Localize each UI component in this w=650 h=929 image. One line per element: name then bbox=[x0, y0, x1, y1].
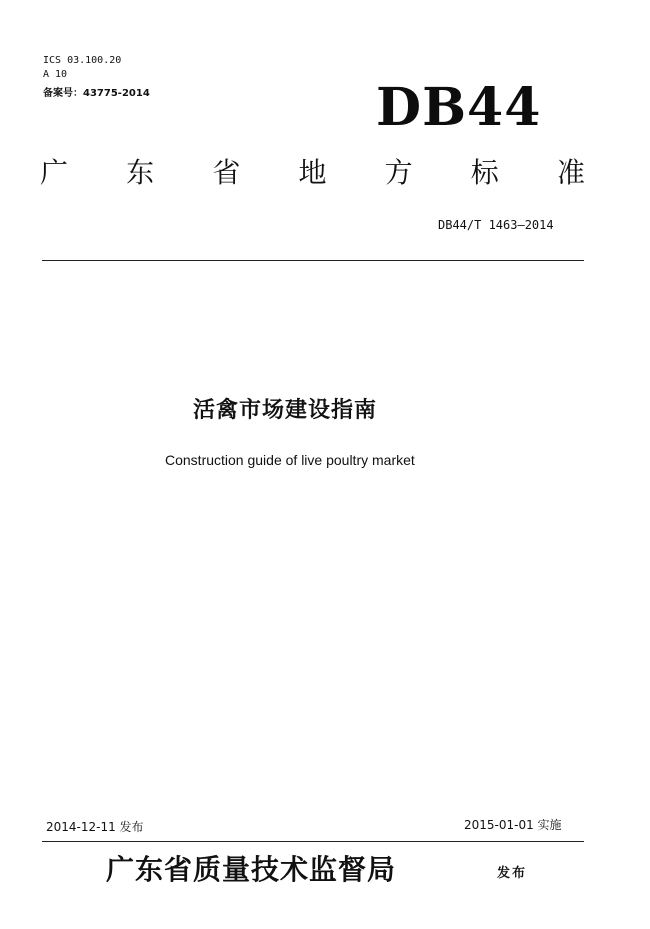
issue-date: 2014-12-11 发布 bbox=[46, 820, 144, 834]
document-title-chinese: 活禽市场建设指南 bbox=[193, 398, 378, 423]
standard-type-char: 标 bbox=[470, 156, 499, 189]
issuing-authority: 广东省质量技术监督局 bbox=[106, 853, 397, 886]
top-divider bbox=[42, 260, 584, 261]
standard-type-char: 省 bbox=[212, 156, 241, 189]
classification-code: A 10 bbox=[43, 69, 68, 80]
standard-type-char: 准 bbox=[556, 156, 585, 189]
standard-type-char: 广 bbox=[40, 156, 69, 189]
record-number: 备案号：43775-2014 bbox=[43, 88, 150, 99]
standard-code-logo: DB44 bbox=[376, 77, 542, 138]
implementation-date: 2015-01-01 实施 bbox=[464, 818, 562, 832]
standard-type-heading bbox=[40, 155, 585, 191]
issue-label: 发布 bbox=[497, 866, 528, 881]
bottom-divider bbox=[42, 841, 584, 842]
ics-code: ICS 03.100.20 bbox=[43, 55, 122, 66]
standard-number: DB44/T 1463—2014 bbox=[438, 218, 554, 232]
standard-type-char: 地 bbox=[298, 156, 327, 189]
standard-type-char: 方 bbox=[384, 156, 413, 189]
standard-type-char: 东 bbox=[126, 156, 155, 189]
document-title-english: Construction guide of live poultry market bbox=[165, 452, 415, 468]
